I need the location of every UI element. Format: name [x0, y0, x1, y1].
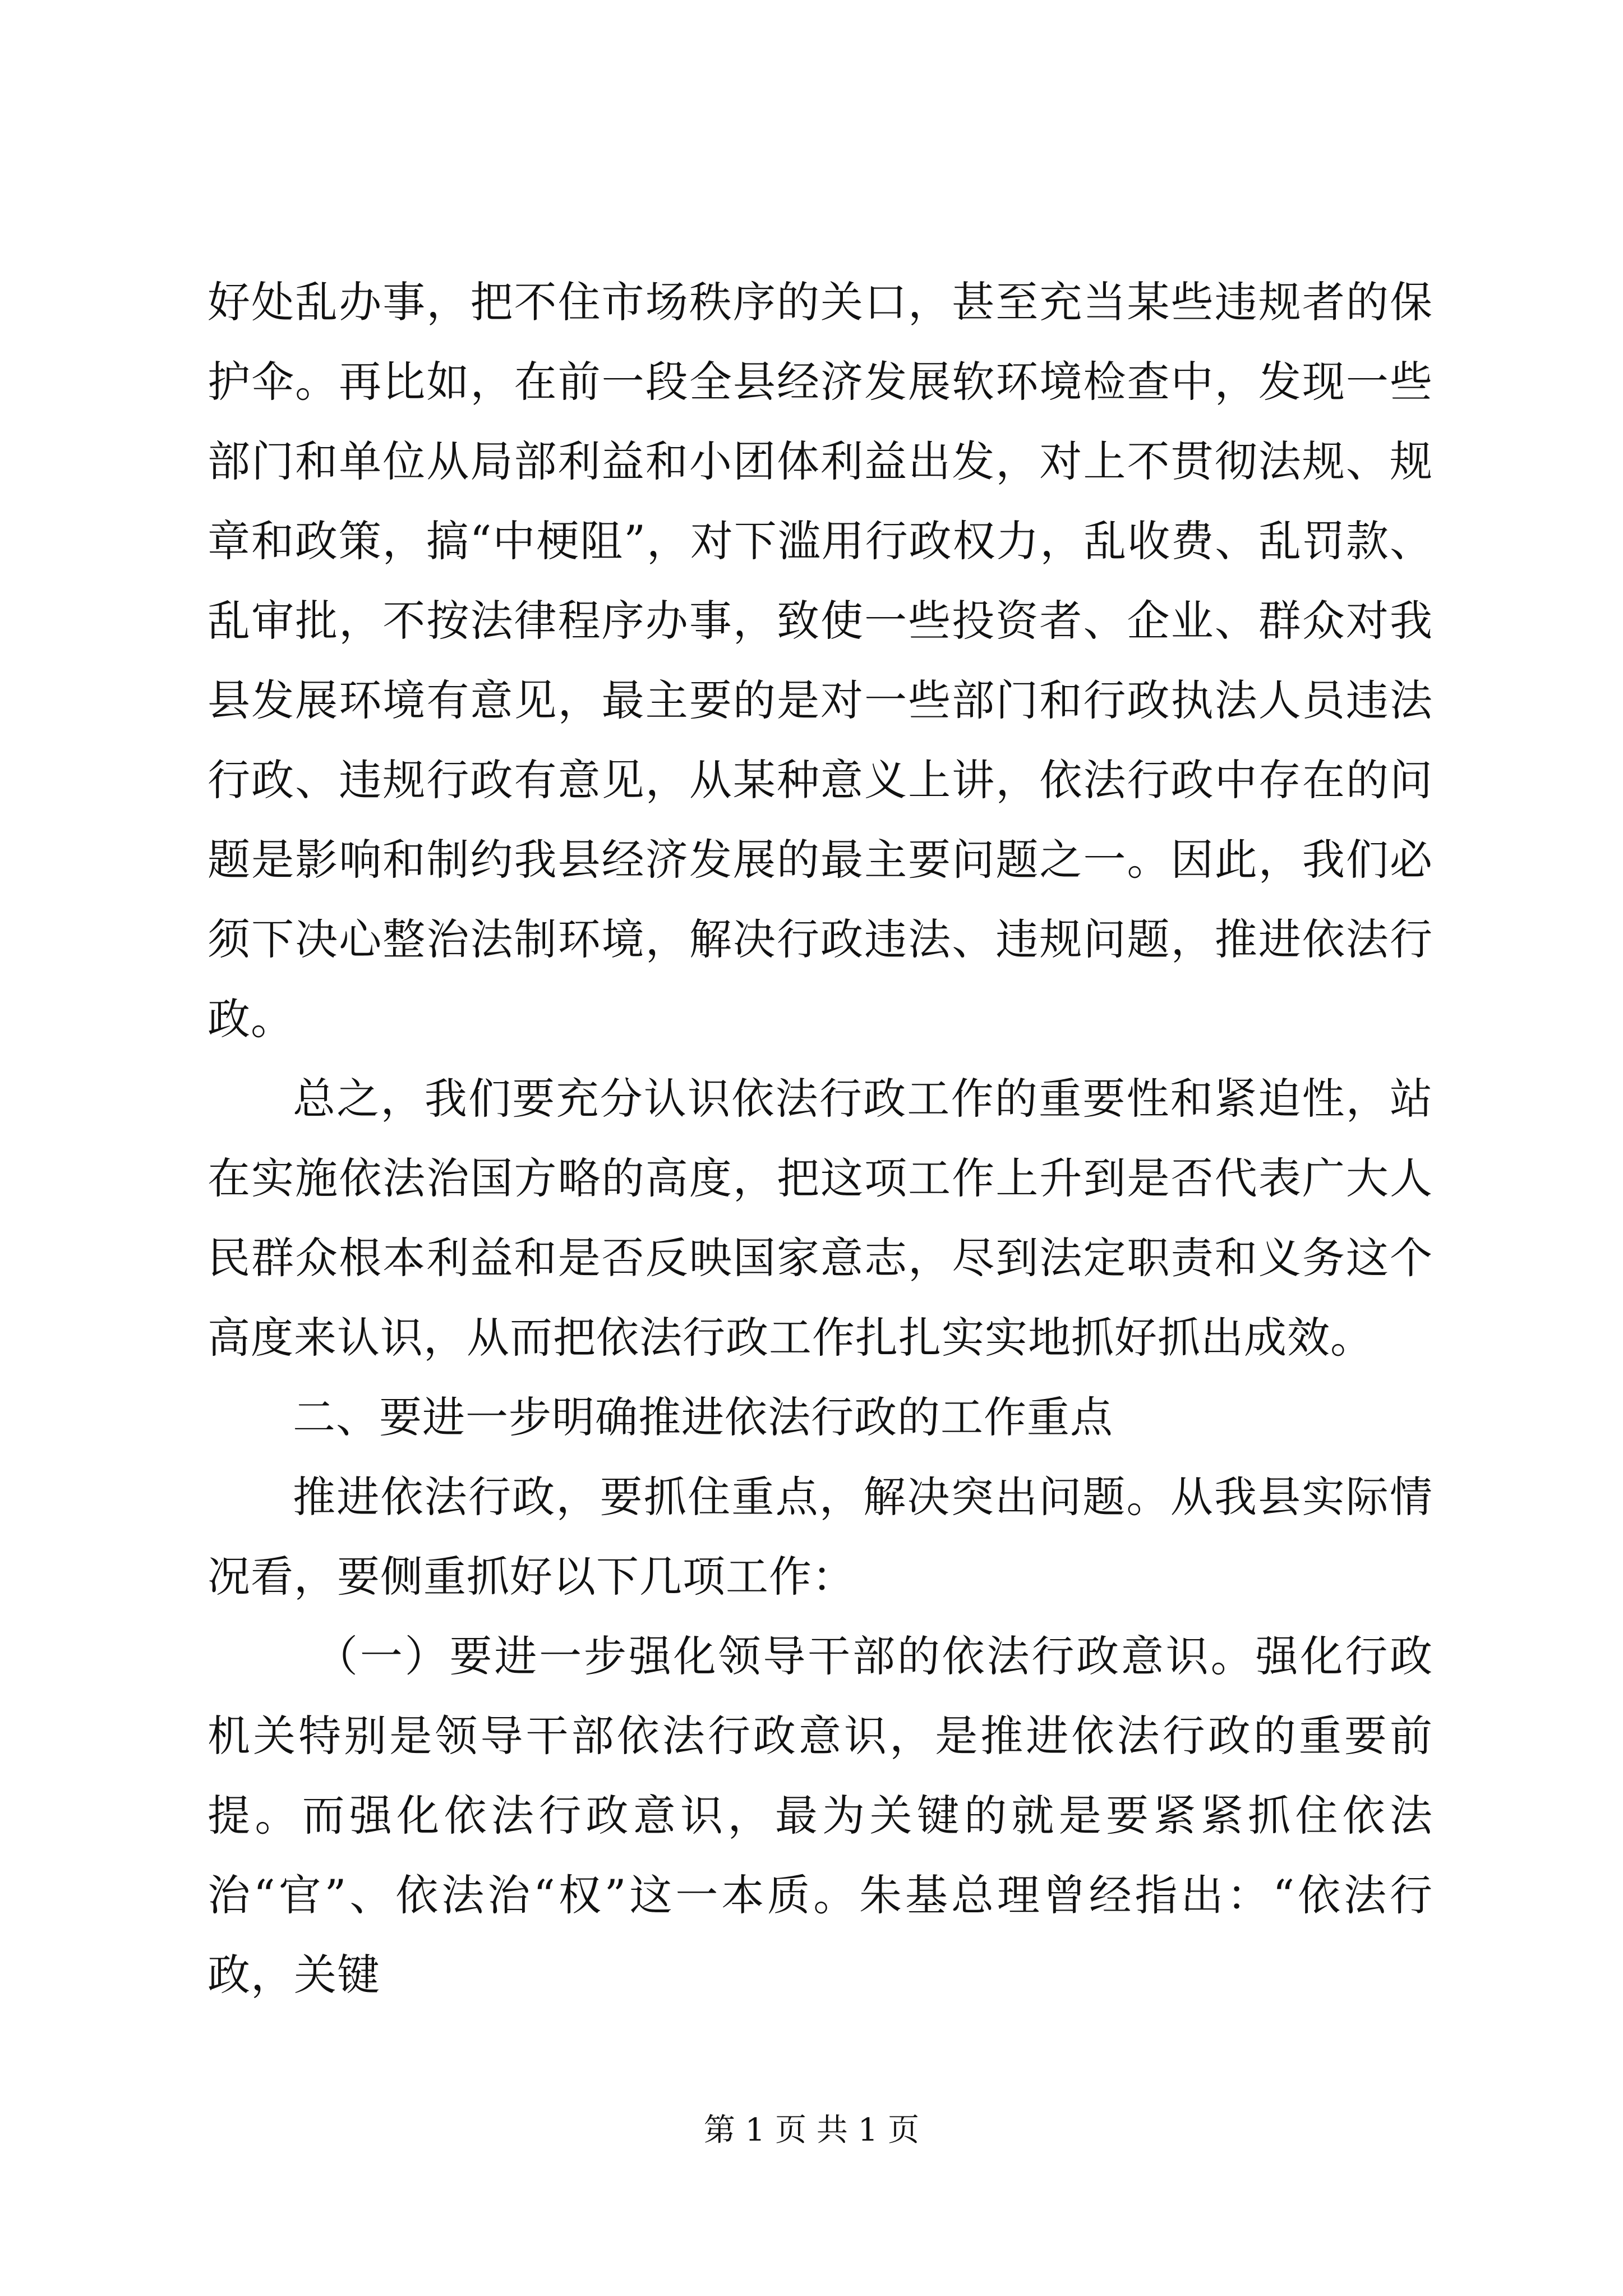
paragraph-item-one: （一）要进一步强化领导干部的依法行政意识。强化行政机关特别是领导干部依法行政意识，是推进依法行政的重要前提。而强化依法行政意识，最为关键的就是要紧紧抓住依法治“官”、依法治“权”这一本质。朱基总理曾经指出：“依法行政，关键 — [208, 1631, 1433, 2000]
paragraph-intro: 推进依法行政，要抓住重点，解决突出问题。从我县实际情况看，要侧重抓好以下几项工作： — [208, 1472, 1433, 1602]
paragraph-summary: 总之，我们要充分认识依法行政工作的重要性和紧迫性，站在实施依法治国方略的高度，把这项工作上升到是否代表广大人民群众根本利益和是否反映国家意志，尽到法定职责和义务这个高度来认识，从而把依法行政工作扎扎实实地抓好抓出成效。 — [208, 1074, 1433, 1363]
paragraph-continuation: 好处乱办事，把不住市场秩序的关口，甚至充当某些违规者的保护伞。再比如，在前一段全县经济发展软环境检查中，发现一些部门和单位从局部利益和小团体利益出发，对上不贯彻法规、规章和政策，搞“中梗阻”，对下滥用行政权力，乱收费、乱罚款、乱审批，不按法律程序办事，致使一些投资者、企业、群众对我县发展环境有意见，最主要的是对一些部门和行政执法人员违法行政、违规行政有意见，从某种意义上讲，依法行政中存在的问题是影响和制约我县经济发展的最主要问题之一。因此，我们必须下决心整治法制环境，解决行政违法、违规问题，推进依法行政。 — [208, 277, 1433, 1044]
page-footer: 第 1 页 共 1 页 — [703, 2112, 920, 2148]
section-heading: 二、要进一步明确推进依法行政的工作重点 — [293, 1392, 1113, 1442]
document-body — [208, 263, 1433, 2015]
